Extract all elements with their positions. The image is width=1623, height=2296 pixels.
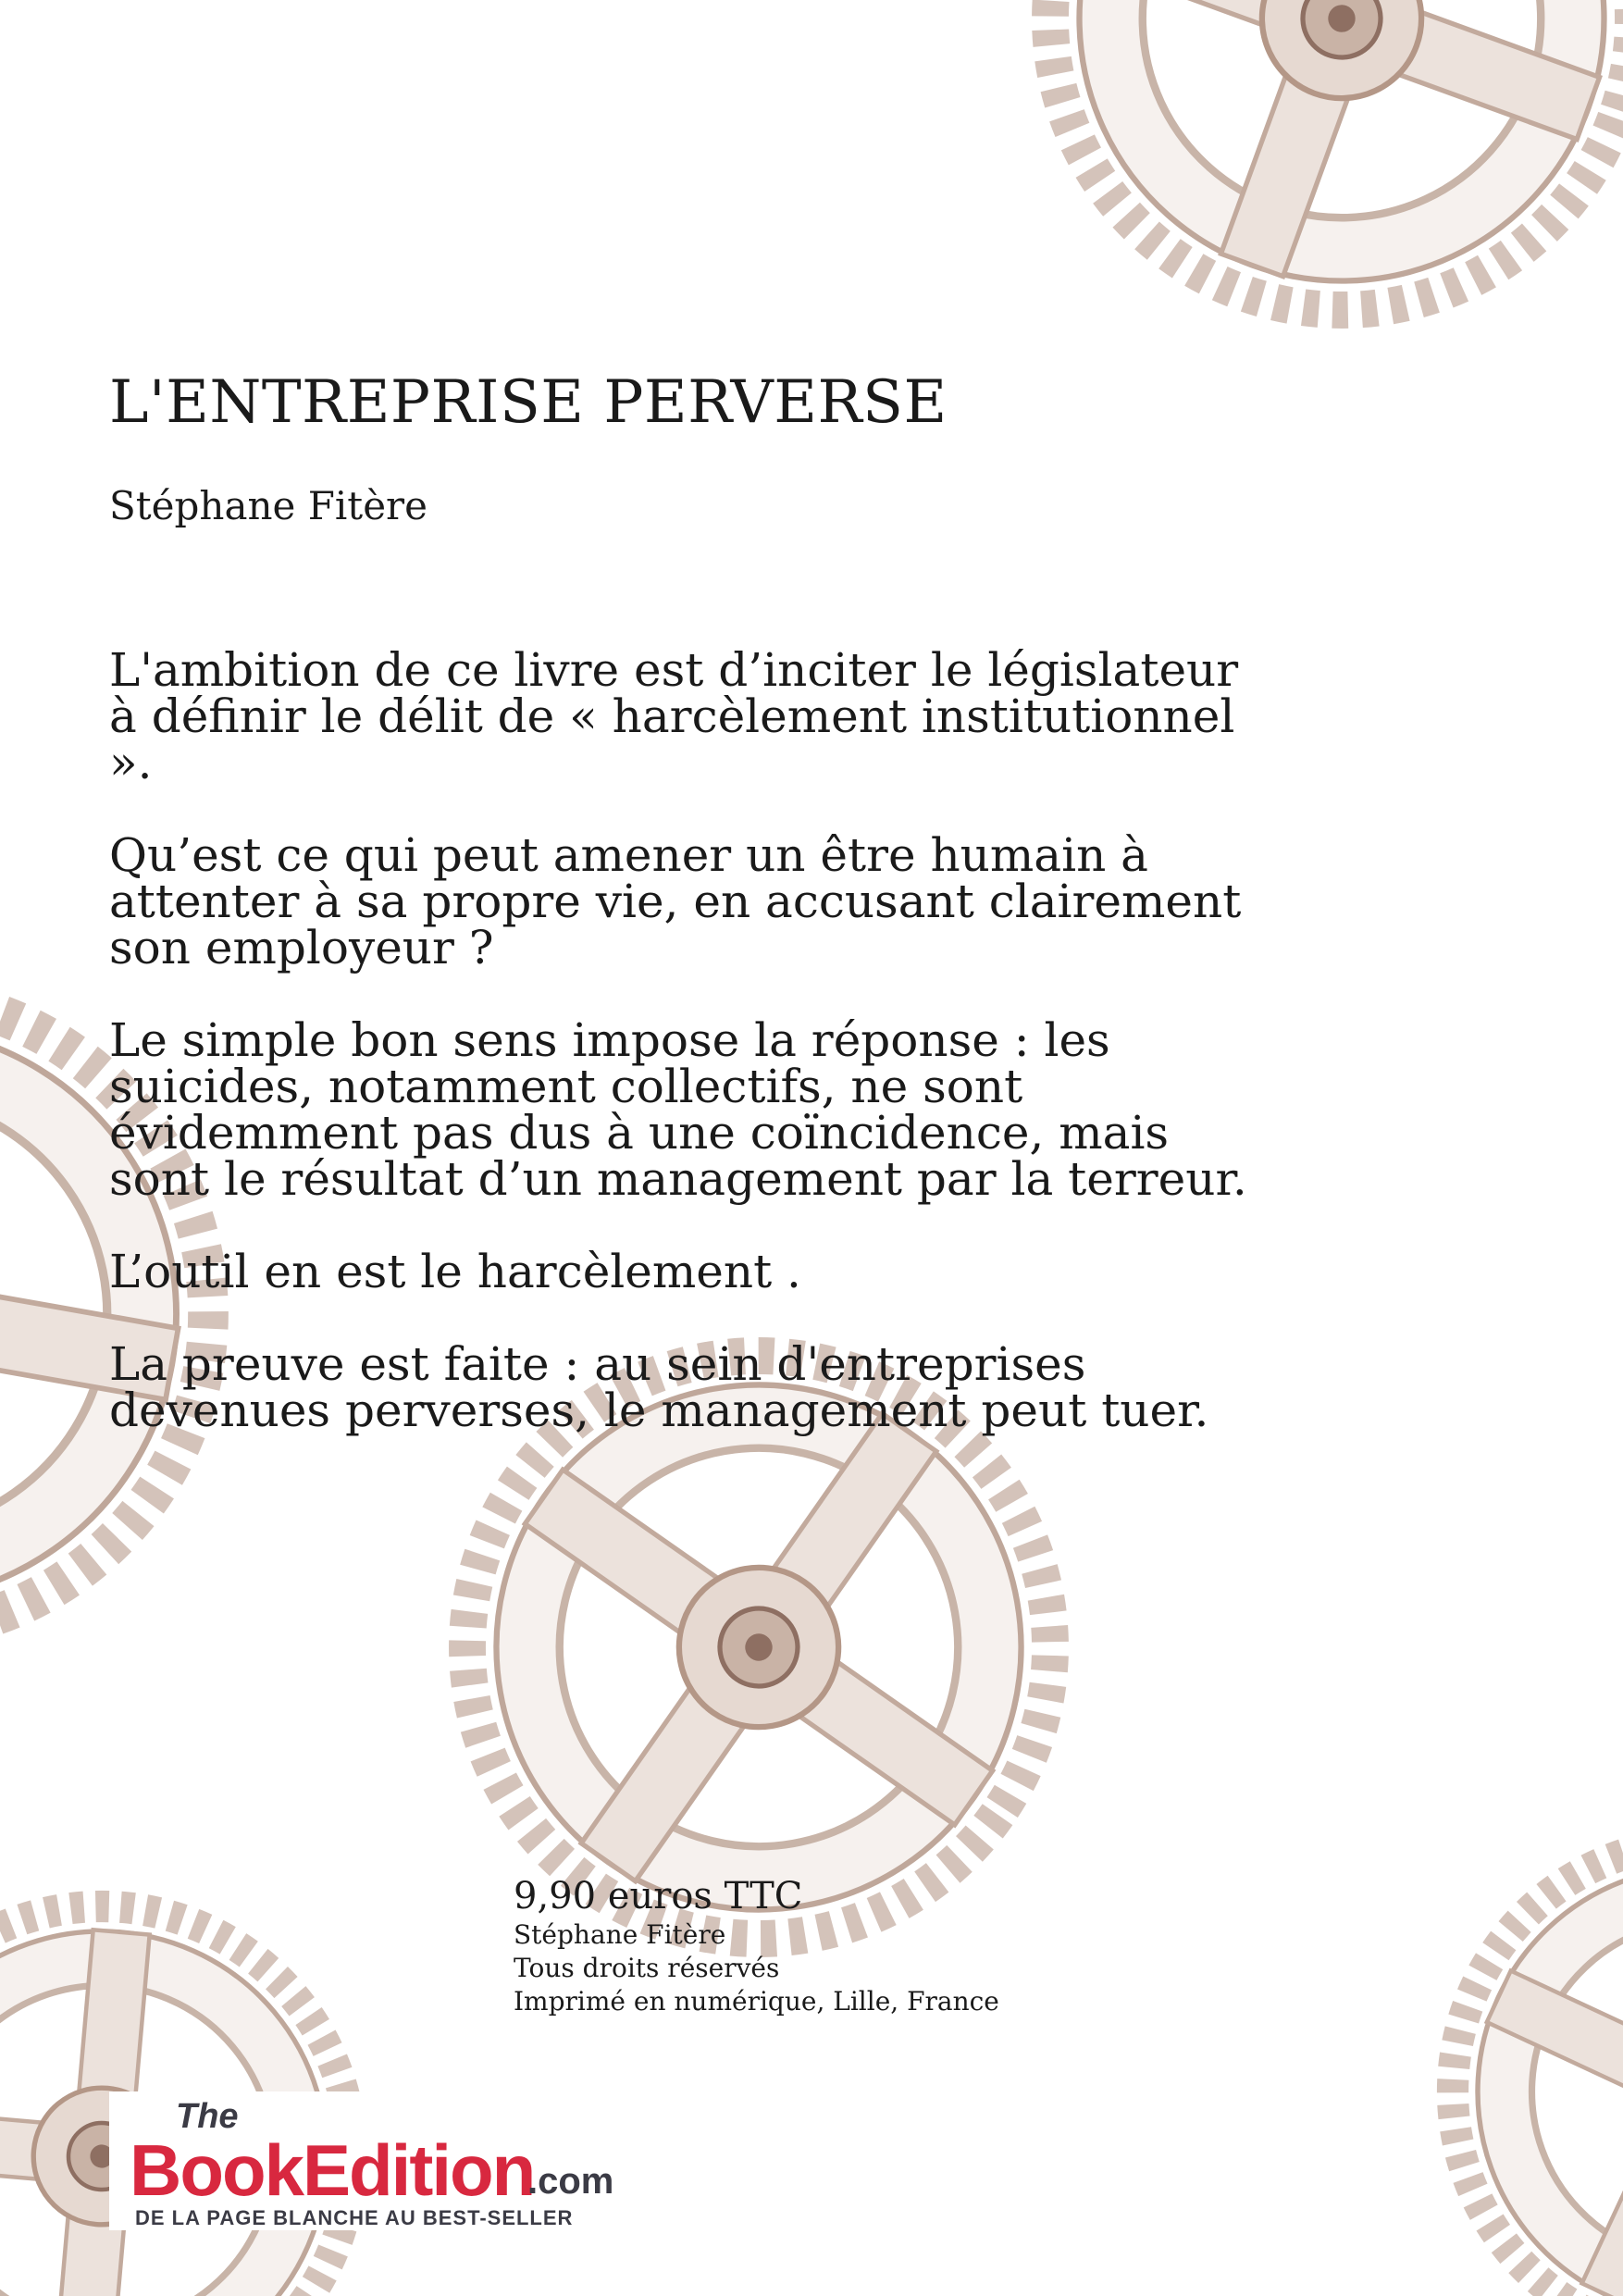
book-author: Stéphane Fitère xyxy=(109,483,427,529)
blurb xyxy=(109,643,1266,1438)
price: 9,90 euros TTC xyxy=(514,1875,803,1917)
logo-wordmark: BookEdition xyxy=(130,2129,535,2211)
logo-the: The xyxy=(176,2097,239,2136)
publisher-logo xyxy=(109,2091,655,2230)
colophon-author: Stéphane Fitère xyxy=(514,1919,726,1950)
blurb-paragraph: L'ambition de ce livre est d’inciter le législateur à définir le délit de « harcèlement institutionnel ». xyxy=(109,643,1239,790)
rights-notice: Tous droits réservés xyxy=(514,1953,780,1983)
blurb-paragraph: L’outil en est le harcèlement . xyxy=(109,1245,801,1299)
colophon xyxy=(514,1874,999,2018)
back-cover-text xyxy=(109,370,1266,1480)
printing-notice: Imprimé en numérique, Lille, France xyxy=(514,1986,999,2017)
blurb-paragraph: Le simple bon sens impose la réponse : les suicides, notamment collectifs, ne sont évidemment pas dus à une coïncidence, mais sont le résultat d’un management par la terreur. xyxy=(109,1013,1247,1207)
book-title: L'ENTREPRISE PERVERSE xyxy=(109,368,948,437)
logo-tagline: DE LA PAGE BLANCHE AU BEST-SELLER xyxy=(135,2206,574,2229)
logo-domain: .com xyxy=(527,2161,614,2202)
blurb-paragraph: La preuve est faite : au sein d'entreprises devenues perverses, le management peut tuer. xyxy=(109,1337,1209,1438)
blurb-paragraph: Qu’est ce qui peut amener un être humain à attenter à sa propre vie, en accusant clairement son employeur ? xyxy=(109,828,1242,975)
